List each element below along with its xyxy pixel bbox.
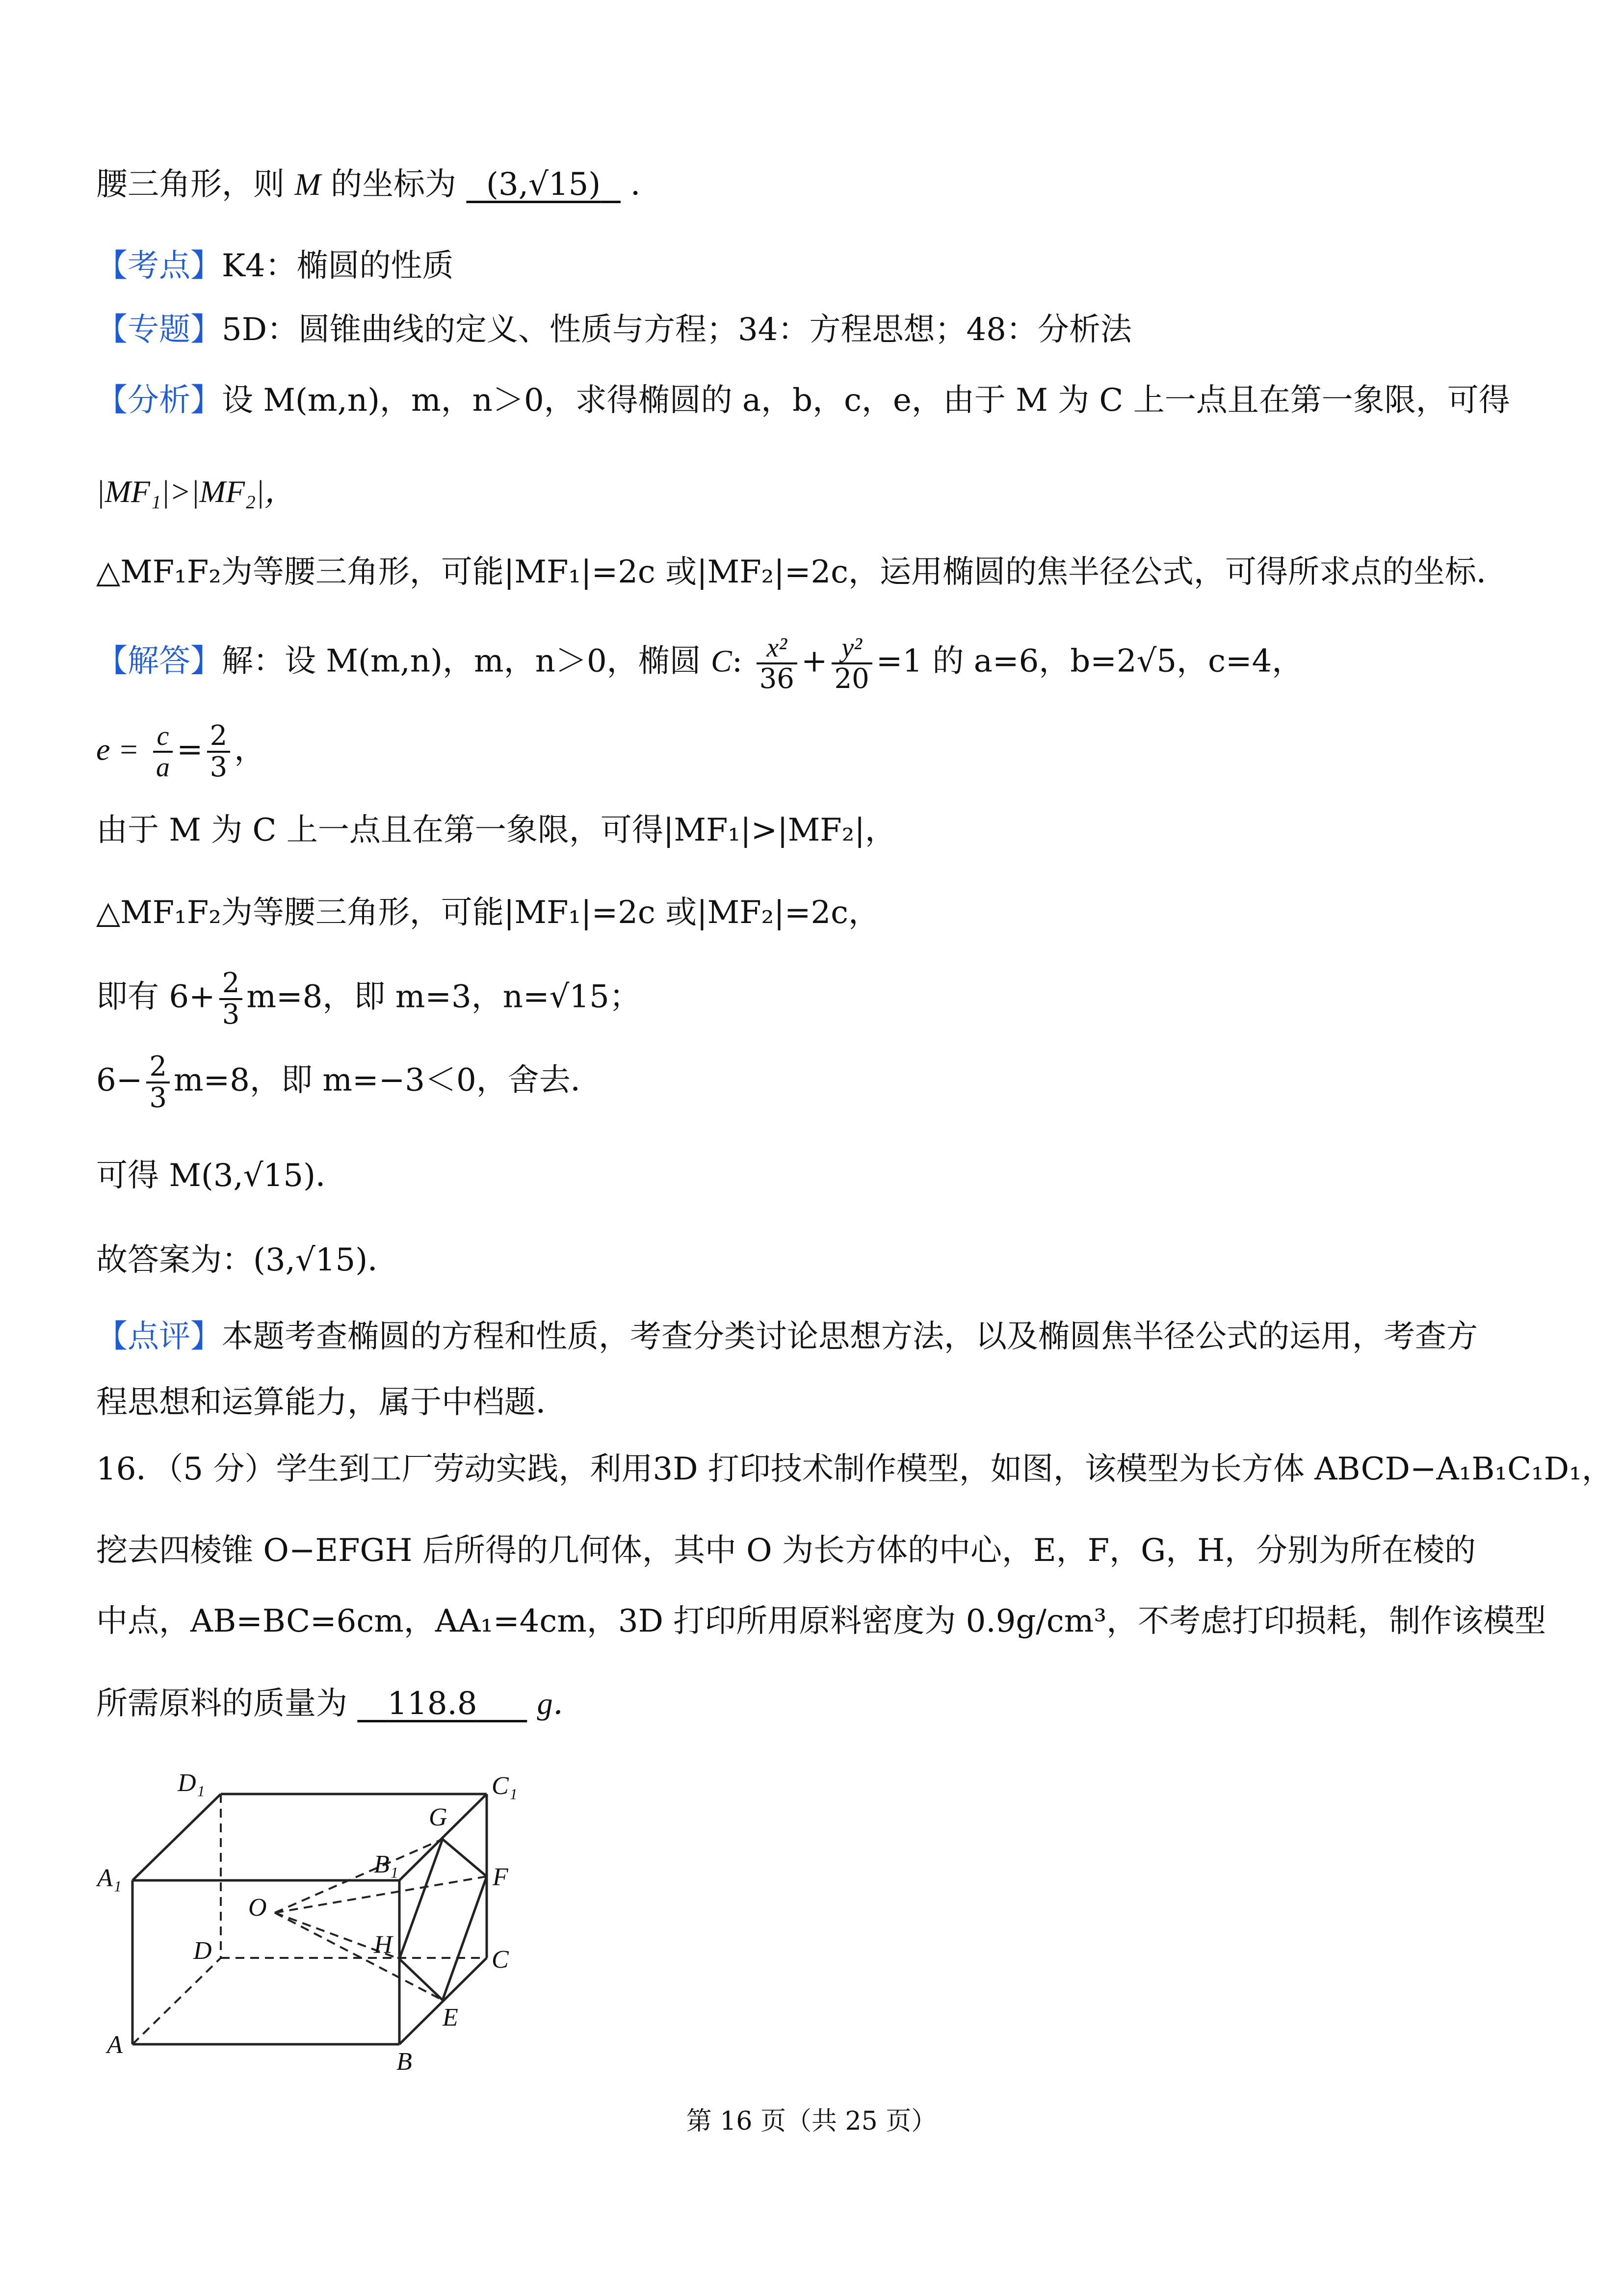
label-a: A [107, 2031, 123, 2059]
edge-ef [443, 1876, 487, 2000]
zhuanti-text: 5D：圆锥曲线的定义、性质与方程；34：方程思想；48：分析法 [222, 312, 1132, 348]
solution-line-4 [96, 1052, 1529, 1113]
text: ， [234, 731, 266, 768]
label-o: O [248, 1894, 267, 1922]
numerator: c [153, 721, 173, 753]
dianping-line-2 [96, 1379, 1529, 1426]
zhuanti-tag: 【专题】 [96, 312, 222, 348]
answer-blank [466, 166, 621, 203]
fenxi-line-3 [96, 549, 1529, 596]
dianping-tag: 【点评】 [96, 1319, 222, 1355]
text: 故答案为：(3,√15)． [96, 1242, 399, 1278]
numerator: y² [832, 633, 872, 664]
math-var: C [711, 643, 732, 679]
text: 中点，AB=BC=6cm，AA₁=4cm，3D 打印所用原料密度为 0.9g/cm³，不考虑打印损耗，制作该模型 [96, 1603, 1546, 1639]
answer-blank [357, 1686, 527, 1722]
fenxi-text: 设 M(m,n)，m，n＞0，求得椭圆的 a，b，c，e，由于 M 为 C 上一点且在第一象限，可得 [222, 382, 1510, 419]
label-h: H [374, 1931, 393, 1959]
edge-of-hidden [275, 1876, 487, 1913]
fenxi-line [96, 377, 1529, 424]
dianping-line [96, 1313, 1529, 1360]
label-a1: A₁ [97, 1864, 122, 1892]
text: 可得 M(3,√15)． [96, 1158, 347, 1194]
fraction-y2-20 [832, 633, 872, 694]
text: 由于 M 为 C 上一点且在第一象限，可得|MF₁|>|MF₂|， [96, 812, 896, 848]
text: 6− [96, 1062, 143, 1099]
fraction-c-a [153, 721, 173, 782]
numerator: 2 [146, 1052, 170, 1083]
answer-value: (3,√15) [486, 166, 601, 203]
label-b1: B₁ [374, 1850, 398, 1878]
edge-oe-hidden [275, 1913, 443, 2000]
text: ． [630, 166, 662, 203]
edge-he [399, 1959, 443, 2000]
label-d: D [193, 1937, 212, 1965]
page-footer: 第 16 页（共 25 页） [686, 2107, 937, 2136]
fraction-2-3 [207, 721, 231, 782]
numerator: 2 [219, 969, 243, 1000]
kaodian-tag: 【考点】 [96, 248, 222, 284]
fenxi-text-2: |MF₁|>|MF₂|， [96, 474, 296, 509]
text: m=8，即 m=3，n=√15； [246, 978, 641, 1015]
text: m=8，即 m=−3＜0，舍去． [173, 1062, 602, 1099]
cuboid-figure [96, 1757, 567, 2071]
text: 挖去四棱锥 O−EFGH 后所得的几何体，其中 O 为长方体的中心，E，F，G，H，分别为所在棱的 [96, 1532, 1476, 1569]
unit: g． [537, 1686, 584, 1721]
question-16-line-4 [96, 1680, 1529, 1727]
question-16-line-3 [96, 1598, 1546, 1645]
edge-gf [443, 1839, 487, 1876]
label-b: B [396, 2048, 412, 2071]
denominator: 3 [222, 999, 240, 1030]
label-g: G [429, 1803, 447, 1831]
solution-line-5 [96, 1152, 1529, 1199]
question-16-line-2 [96, 1527, 1529, 1574]
dianping-text: 本题考查椭圆的方程和性质，考查分类讨论思想方法，以及椭圆焦半径公式的运用，考查方 [222, 1319, 1478, 1355]
fenxi-line-2 [96, 468, 1529, 515]
denominator: 3 [149, 1082, 167, 1114]
label-f: F [493, 1863, 508, 1891]
text: 16．（5 分）学生到工厂劳动实践，利用3D 打印技术制作模型，如图，该模型为长方体 ABCD−A₁B₁C₁D₁， [96, 1451, 1613, 1487]
label-c1: C₁ [492, 1772, 518, 1800]
text: 即有 6+ [96, 978, 215, 1015]
text: 的坐标为 [331, 166, 456, 203]
denominator: a [156, 752, 170, 783]
jieda-line: 【解答】解：设 M(m,n)，m，n＞0，椭圆 C: $\frac{\text{x²}}{36}$ + $\frac{\text{y²}}{20}$ =1 的 a=6，b=2√5，c=4， [96, 633, 1304, 695]
fraction-x2-36 [757, 633, 797, 694]
jieda-text-b: =1 的 a=6，b=2√5，c=4， [876, 643, 1304, 680]
label-d1: D₁ [178, 1769, 205, 1797]
fraction-2-3 [219, 969, 243, 1029]
edge-og-hidden [275, 1839, 443, 1913]
math-var: M [294, 167, 321, 202]
solution-line-1 [96, 807, 1529, 854]
question-16-line-1 [96, 1446, 1613, 1493]
fenxi-text-3: △MF₁F₂为等腰三角形，可能|MF₁|=2c 或|MF₂|=2c，运用椭圆的焦半径公式，可得所求点的坐标． [96, 554, 1508, 590]
fraction-2-3 [146, 1052, 170, 1113]
fenxi-tag: 【分析】 [96, 382, 222, 419]
edge-a1d1 [132, 1794, 221, 1880]
math-text: e = [96, 732, 139, 767]
solution-line-6 [96, 1237, 1529, 1284]
denominator: 3 [209, 751, 228, 783]
kaodian-text: K4：椭圆的性质 [222, 248, 454, 284]
eccentricity-line: e = $\frac{c}{a}$ = $\frac{2}{3}$ ， [96, 720, 266, 783]
numerator: 2 [207, 721, 231, 753]
denominator: 36 [759, 663, 794, 695]
edge-ad-hidden [132, 1958, 221, 2044]
label-c: C [492, 1946, 509, 1974]
edge-gh [399, 1839, 443, 1959]
kaodian-line [96, 242, 1529, 290]
answer-value: 118.8 [387, 1686, 477, 1722]
jieda-text: 解：设 M(m,n)，m，n＞0，椭圆 [222, 643, 701, 680]
label-e: E [443, 2004, 458, 2032]
text: △MF₁F₂为等腰三角形，可能|MF₁|=2c 或|MF₂|=2c， [96, 895, 880, 931]
solution-line-3 [96, 969, 1529, 1029]
text: 腰三角形，则 [96, 166, 285, 203]
text: 所需原料的质量为 [96, 1686, 347, 1722]
denominator: 20 [834, 663, 869, 695]
solution-line-2 [96, 889, 1529, 936]
dianping-text-2: 程思想和运算能力，属于中档题． [96, 1384, 567, 1421]
jieda-tag: 【解答】 [96, 643, 222, 680]
answer-line [96, 161, 1529, 208]
zhuanti-line [96, 306, 1529, 353]
numerator: x² [757, 633, 797, 664]
